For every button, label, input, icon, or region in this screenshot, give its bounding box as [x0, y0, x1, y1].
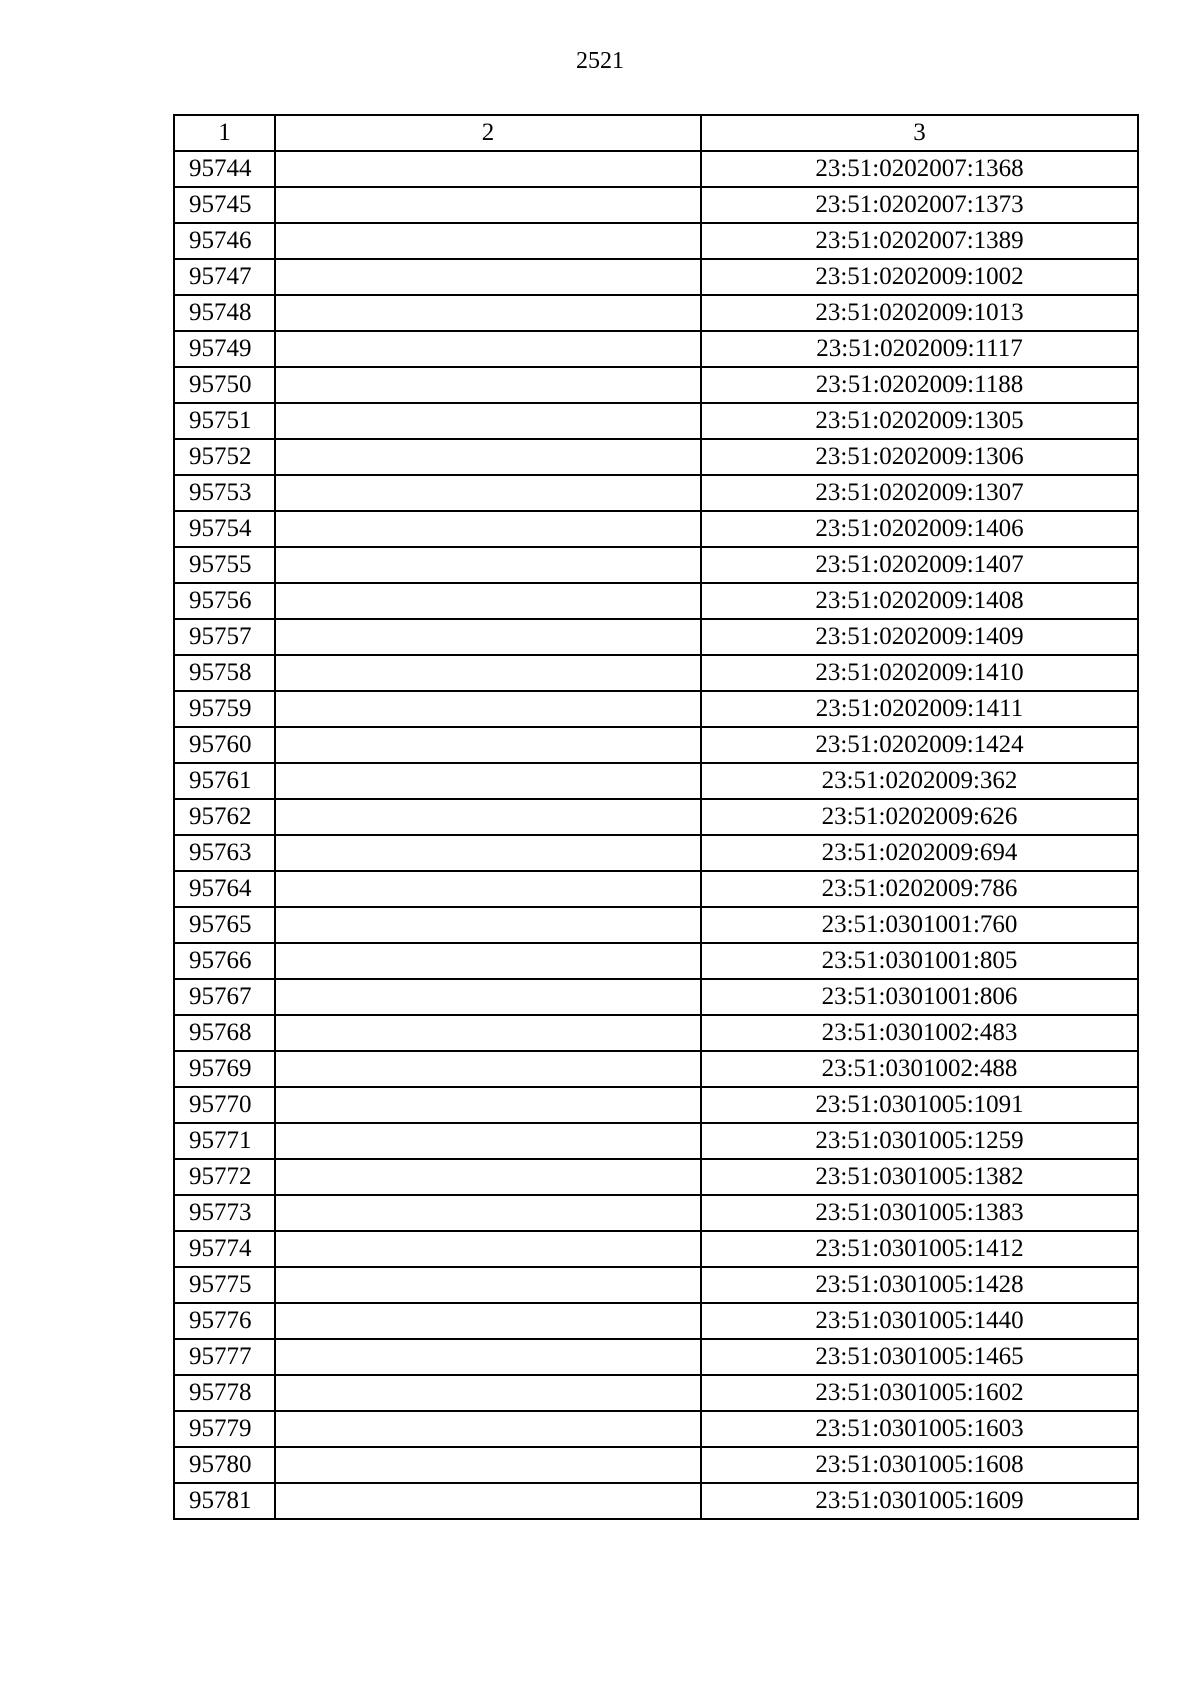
table-row [174, 943, 1138, 979]
cadastral-number-cell: 23:51:0301002:488 [701, 1051, 1138, 1087]
cadastral-number-cell: 23:51:0202009:1406 [701, 511, 1138, 547]
description-cell [275, 763, 701, 799]
table-row [174, 1123, 1138, 1159]
table-row [174, 1087, 1138, 1123]
description-cell [275, 619, 701, 655]
row-number-cell: 95774 [174, 1231, 275, 1267]
cadastral-number-cell: 23:51:0301001:805 [701, 943, 1138, 979]
row-number-cell: 95781 [174, 1483, 275, 1519]
cadastral-number-cell: 23:51:0301002:483 [701, 1015, 1138, 1051]
table-row [174, 1303, 1138, 1339]
row-number-cell: 95768 [174, 1015, 275, 1051]
table-row [174, 547, 1138, 583]
table-row [174, 475, 1138, 511]
table-row [174, 223, 1138, 259]
table-row [174, 763, 1138, 799]
description-cell [275, 871, 701, 907]
table-row [174, 151, 1138, 187]
column-header-3: 3 [701, 115, 1138, 151]
table-row [174, 439, 1138, 475]
row-number-cell: 95759 [174, 691, 275, 727]
table-row [174, 1159, 1138, 1195]
row-number-cell: 95762 [174, 799, 275, 835]
row-number-cell: 95776 [174, 1303, 275, 1339]
row-number-cell: 95769 [174, 1051, 275, 1087]
table-row [174, 367, 1138, 403]
cadastral-number-cell: 23:51:0202007:1368 [701, 151, 1138, 187]
description-cell [275, 1339, 701, 1375]
row-number-cell: 95778 [174, 1375, 275, 1411]
cadastral-number-cell: 23:51:0202009:694 [701, 835, 1138, 871]
description-cell [275, 1195, 701, 1231]
row-number-cell: 95770 [174, 1087, 275, 1123]
table-row [174, 979, 1138, 1015]
cadastral-number-cell: 23:51:0301005:1465 [701, 1339, 1138, 1375]
cadastral-number-cell: 23:51:0202007:1373 [701, 187, 1138, 223]
row-number-cell: 95775 [174, 1267, 275, 1303]
description-cell [275, 583, 701, 619]
table-row [174, 1195, 1138, 1231]
cadastral-number-cell: 23:51:0301001:760 [701, 907, 1138, 943]
table-row [174, 907, 1138, 943]
table-row [174, 1231, 1138, 1267]
cadastral-number-cell: 23:51:0301005:1602 [701, 1375, 1138, 1411]
row-number-cell: 95771 [174, 1123, 275, 1159]
table-row [174, 1447, 1138, 1483]
description-cell [275, 1231, 701, 1267]
row-number-cell: 95765 [174, 907, 275, 943]
cadastral-number-cell: 23:51:0202009:1408 [701, 583, 1138, 619]
description-cell [275, 223, 701, 259]
row-number-cell: 95760 [174, 727, 275, 763]
description-cell [275, 1303, 701, 1339]
row-number-cell: 95780 [174, 1447, 275, 1483]
row-number-cell: 95761 [174, 763, 275, 799]
description-cell [275, 835, 701, 871]
column-header-1: 1 [174, 115, 275, 151]
table-row [174, 511, 1138, 547]
table-row [174, 403, 1138, 439]
table-row [174, 1411, 1138, 1447]
table-row [174, 655, 1138, 691]
cadastral-number-cell: 23:51:0301005:1382 [701, 1159, 1138, 1195]
cadastral-number-cell: 23:51:0202009:362 [701, 763, 1138, 799]
description-cell [275, 1015, 701, 1051]
table-row [174, 799, 1138, 835]
cadastral-number-cell: 23:51:0202009:626 [701, 799, 1138, 835]
row-number-cell: 95764 [174, 871, 275, 907]
table-row [174, 1267, 1138, 1303]
table-row [174, 1339, 1138, 1375]
cadastral-number-cell: 23:51:0301001:806 [701, 979, 1138, 1015]
description-cell [275, 1411, 701, 1447]
cadastral-number-cell: 23:51:0202009:1424 [701, 727, 1138, 763]
table-row [174, 259, 1138, 295]
description-cell [275, 1159, 701, 1195]
row-number-cell: 95758 [174, 655, 275, 691]
description-cell [275, 1375, 701, 1411]
cadastral-number-cell: 23:51:0301005:1608 [701, 1447, 1138, 1483]
cadastral-number-cell: 23:51:0202009:1305 [701, 403, 1138, 439]
table-row [174, 187, 1138, 223]
page-number: 2521 [576, 48, 624, 74]
row-number-cell: 95750 [174, 367, 275, 403]
row-number-cell: 95779 [174, 1411, 275, 1447]
table-row [174, 1483, 1138, 1519]
cadastral-number-cell: 23:51:0301005:1259 [701, 1123, 1138, 1159]
cadastral-number-cell: 23:51:0202009:1411 [701, 691, 1138, 727]
cadastral-number-cell: 23:51:0301005:1412 [701, 1231, 1138, 1267]
description-cell [275, 295, 701, 331]
cadastral-number-cell: 23:51:0202009:1307 [701, 475, 1138, 511]
row-number-cell: 95751 [174, 403, 275, 439]
description-cell [275, 439, 701, 475]
row-number-cell: 95763 [174, 835, 275, 871]
description-cell [275, 1087, 701, 1123]
description-cell [275, 367, 701, 403]
description-cell [275, 691, 701, 727]
cadastral-number-cell: 23:51:0202009:1306 [701, 439, 1138, 475]
cadastral-number-cell: 23:51:0202009:1013 [701, 295, 1138, 331]
table-row [174, 871, 1138, 907]
cadastral-number-cell: 23:51:0301005:1603 [701, 1411, 1138, 1447]
data-table [173, 114, 1139, 1520]
cadastral-number-cell: 23:51:0202009:1407 [701, 547, 1138, 583]
table-row [174, 295, 1138, 331]
description-cell [275, 655, 701, 691]
description-cell [275, 151, 701, 187]
row-number-cell: 95757 [174, 619, 275, 655]
description-cell [275, 403, 701, 439]
cadastral-number-cell: 23:51:0202009:1002 [701, 259, 1138, 295]
row-number-cell: 95777 [174, 1339, 275, 1375]
description-cell [275, 259, 701, 295]
row-number-cell: 95746 [174, 223, 275, 259]
cadastral-number-cell: 23:51:0202009:786 [701, 871, 1138, 907]
row-number-cell: 95748 [174, 295, 275, 331]
row-number-cell: 95749 [174, 331, 275, 367]
description-cell [275, 1123, 701, 1159]
table-body [174, 151, 1138, 1519]
description-cell [275, 1447, 701, 1483]
cadastral-number-cell: 23:51:0202009:1117 [701, 331, 1138, 367]
table-row [174, 1375, 1138, 1411]
description-cell [275, 943, 701, 979]
row-number-cell: 95747 [174, 259, 275, 295]
column-header-2: 2 [275, 115, 701, 151]
table-row [174, 727, 1138, 763]
description-cell [275, 727, 701, 763]
table-row [174, 835, 1138, 871]
description-cell [275, 1267, 701, 1303]
cadastral-number-cell: 23:51:0202007:1389 [701, 223, 1138, 259]
cadastral-number-cell: 23:51:0301005:1383 [701, 1195, 1138, 1231]
description-cell [275, 799, 701, 835]
cadastral-number-cell: 23:51:0301005:1091 [701, 1087, 1138, 1123]
row-number-cell: 95756 [174, 583, 275, 619]
description-cell [275, 1051, 701, 1087]
description-cell [275, 475, 701, 511]
table-row [174, 583, 1138, 619]
description-cell [275, 979, 701, 1015]
table-row [174, 691, 1138, 727]
cadastral-number-cell: 23:51:0202009:1410 [701, 655, 1138, 691]
description-cell [275, 907, 701, 943]
cadastral-number-cell: 23:51:0301005:1428 [701, 1267, 1138, 1303]
row-number-cell: 95753 [174, 475, 275, 511]
table-row [174, 1051, 1138, 1087]
row-number-cell: 95755 [174, 547, 275, 583]
cadastral-number-cell: 23:51:0202009:1188 [701, 367, 1138, 403]
cadastral-number-cell: 23:51:0301005:1440 [701, 1303, 1138, 1339]
row-number-cell: 95766 [174, 943, 275, 979]
description-cell [275, 511, 701, 547]
cadastral-number-cell: 23:51:0301005:1609 [701, 1483, 1138, 1519]
description-cell [275, 547, 701, 583]
description-cell [275, 187, 701, 223]
description-cell [275, 1483, 701, 1519]
row-number-cell: 95752 [174, 439, 275, 475]
table-header-row [174, 115, 1138, 151]
row-number-cell: 95745 [174, 187, 275, 223]
description-cell [275, 331, 701, 367]
row-number-cell: 95773 [174, 1195, 275, 1231]
row-number-cell: 95772 [174, 1159, 275, 1195]
row-number-cell: 95767 [174, 979, 275, 1015]
row-number-cell: 95744 [174, 151, 275, 187]
row-number-cell: 95754 [174, 511, 275, 547]
table-row [174, 1015, 1138, 1051]
table-row [174, 619, 1138, 655]
cadastral-number-cell: 23:51:0202009:1409 [701, 619, 1138, 655]
table-row [174, 331, 1138, 367]
